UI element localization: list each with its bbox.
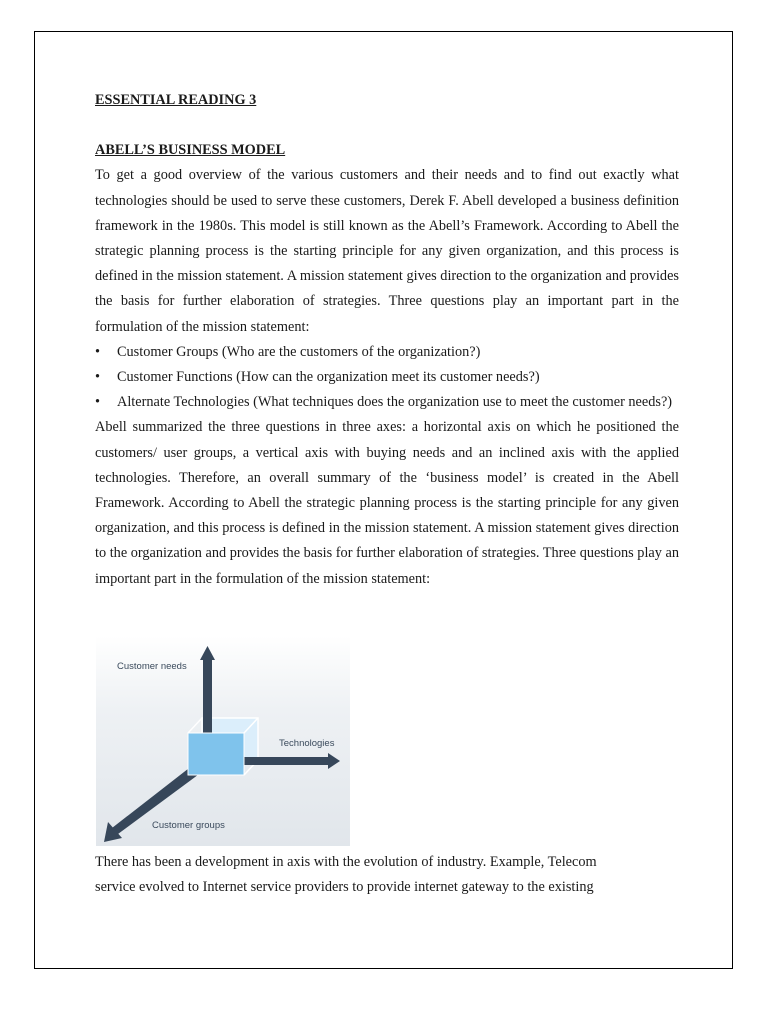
document-title: ABELL’S BUSINESS MODEL xyxy=(95,142,286,159)
document-body xyxy=(95,88,679,592)
list-item-text: Customer Functions (How can the organization meet its customer needs?) xyxy=(117,369,540,386)
abell-framework-diagram xyxy=(96,636,350,846)
intro-paragraph: To get a good overview of the various customers and their needs and to find out exactly what technologies should be used to serve these customers, Derek F. Abell developed a business definition framework in the 1980s. This model is still known as the Abell’s Framework. According to Abell the strategic planning process is the starting principle for any given organization, and this process is defined in the mission statement. A mission statement gives direction to the organization and provides the basis for further elaboration of strategies. Three questions play an important part in the formulation of the mission statement: xyxy=(95,167,679,335)
question-list xyxy=(95,340,679,416)
label-technologies: Technologies xyxy=(279,738,335,749)
list-item-text: Customer Groups (Who are the customers of the organization?) xyxy=(117,343,481,360)
section-heading: ESSENTIAL READING 3 xyxy=(95,92,257,108)
list-item-text: Alternate Technologies (What techniques does the organization use to meet the customer needs?) xyxy=(117,394,673,411)
cube-front-face xyxy=(188,733,244,775)
list-item xyxy=(95,340,679,365)
list-item xyxy=(95,390,679,415)
closing-line: service evolved to Internet service providers to provide internet gateway to the existing xyxy=(95,879,594,896)
list-item xyxy=(95,365,679,390)
label-customer-groups: Customer groups xyxy=(152,820,225,831)
label-customer-needs: Customer needs xyxy=(117,661,187,672)
bullet-icon: • xyxy=(95,369,101,386)
closing-line: There has been a development in axis with the evolution of industry. Example, Telecom xyxy=(95,854,597,870)
summary-paragraph: Abell summarized the three questions in three axes: a horizontal axis on which he positioned the customers/ user groups, a vertical axis with buying needs and an inclined axis with the applied technologies. Therefore, an overall summary of the ‘business model’ is created in the Abell Framework. According to Abell the strategic planning process is the starting principle for any given organization, and this process is defined in the mission statement. A mission statement gives direction to the organization and provides the basis for further elaboration of strategies. Three questions play an important part in the formulation of the mission statement: xyxy=(95,419,679,587)
closing-paragraph xyxy=(95,850,679,900)
bullet-icon: • xyxy=(95,394,101,411)
bullet-icon: • xyxy=(95,343,101,360)
